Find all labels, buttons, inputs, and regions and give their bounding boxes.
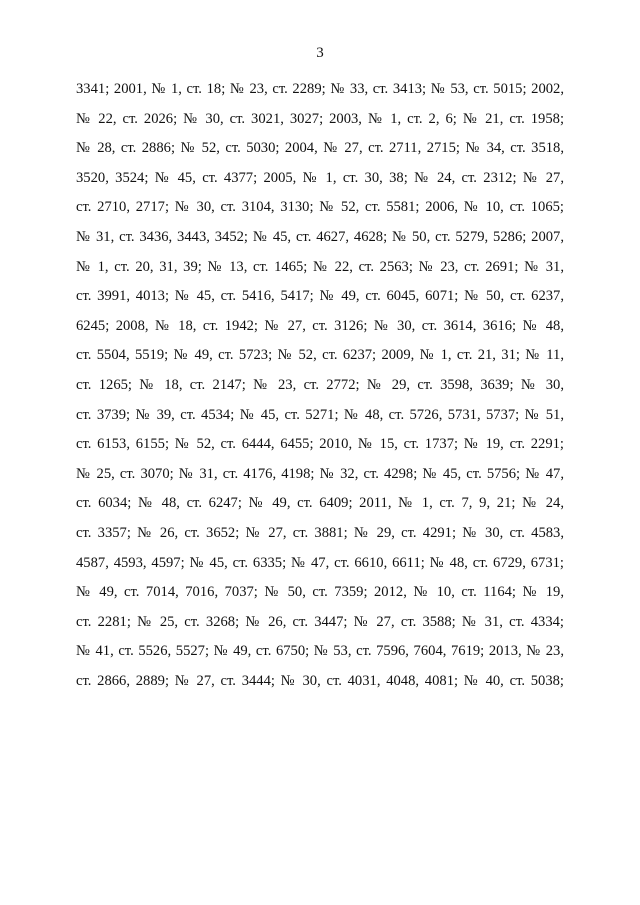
body-line: ст. 2710, 2717; № 30, ст. 3104, 3130; № 52, ст. 5581; 2006, № 10, ст. 1065;: [76, 199, 564, 216]
body-line: ст. 1265; № 18, ст. 2147; № 23, ст. 2772; № 29, ст. 3598, 3639; № 30,: [76, 376, 564, 393]
body-line: № 41, ст. 5526, 5527; № 49, ст. 6750; № 53, ст. 7596, 7604, 7619; 2013, № 23,: [76, 643, 564, 660]
body-line: ст. 3357; № 26, ст. 3652; № 27, ст. 3881; № 29, ст. 4291; № 30, ст. 4583,: [76, 524, 564, 541]
body-line: № 22, ст. 2026; № 30, ст. 3021, 3027; 2003, № 1, ст. 2, 6; № 21, ст. 1958;: [76, 110, 564, 127]
body-line: № 31, ст. 3436, 3443, 3452; № 45, ст. 4627, 4628; № 50, ст. 5279, 5286; 2007,: [76, 228, 564, 245]
body-line: 3520, 3524; № 45, ст. 4377; 2005, № 1, ст. 30, 38; № 24, ст. 2312; № 27,: [76, 169, 564, 186]
body-line: 3341; 2001, № 1, ст. 18; № 23, ст. 2289; № 33, ст. 3413; № 53, ст. 5015; 2002,: [76, 81, 564, 97]
body-line: № 25, ст. 3070; № 31, ст. 4176, 4198; № 32, ст. 4298; № 45, ст. 5756; № 47,: [76, 465, 564, 482]
body-line: ст. 3739; № 39, ст. 4534; № 45, ст. 5271; № 48, ст. 5726, 5731, 5737; № 51,: [76, 406, 564, 423]
body-line: ст. 6034; № 48, ст. 6247; № 49, ст. 6409; 2011, № 1, ст. 7, 9, 21; № 24,: [76, 495, 564, 512]
body-line: ст. 5504, 5519; № 49, ст. 5723; № 52, ст. 6237; 2009, № 1, ст. 21, 31; № 11,: [76, 347, 564, 364]
body-line: ст. 3991, 4013; № 45, ст. 5416, 5417; № 49, ст. 6045, 6071; № 50, ст. 6237,: [76, 288, 564, 305]
body-line: 4587, 4593, 4597; № 45, ст. 6335; № 47, ст. 6610, 6611; № 48, ст. 6729, 6731;: [76, 554, 564, 571]
page-number: 3: [316, 45, 324, 61]
body-line: ст. 2281; № 25, ст. 3268; № 26, ст. 3447; № 27, ст. 3588; № 31, ст. 4334;: [76, 613, 564, 630]
body-line: № 49, ст. 7014, 7016, 7037; № 50, ст. 7359; 2012, № 10, ст. 1164; № 19,: [76, 584, 564, 601]
body-line: № 28, ст. 2886; № 52, ст. 5030; 2004, № 27, ст. 2711, 2715; № 34, ст. 3518,: [76, 140, 564, 157]
body-line: ст. 6153, 6155; № 52, ст. 6444, 6455; 2010, № 15, ст. 1737; № 19, ст. 2291;: [76, 436, 564, 453]
body-line: № 1, ст. 20, 31, 39; № 13, ст. 1465; № 22, ст. 2563; № 23, ст. 2691; № 31,: [76, 258, 564, 275]
document-body: [76, 78, 564, 699]
body-line: 6245; 2008, № 18, ст. 1942; № 27, ст. 3126; № 30, ст. 3614, 3616; № 48,: [76, 317, 564, 334]
body-line: ст. 2866, 2889; № 27, ст. 3444; № 30, ст. 4031, 4048, 4081; № 40, ст. 5038;: [76, 672, 564, 689]
